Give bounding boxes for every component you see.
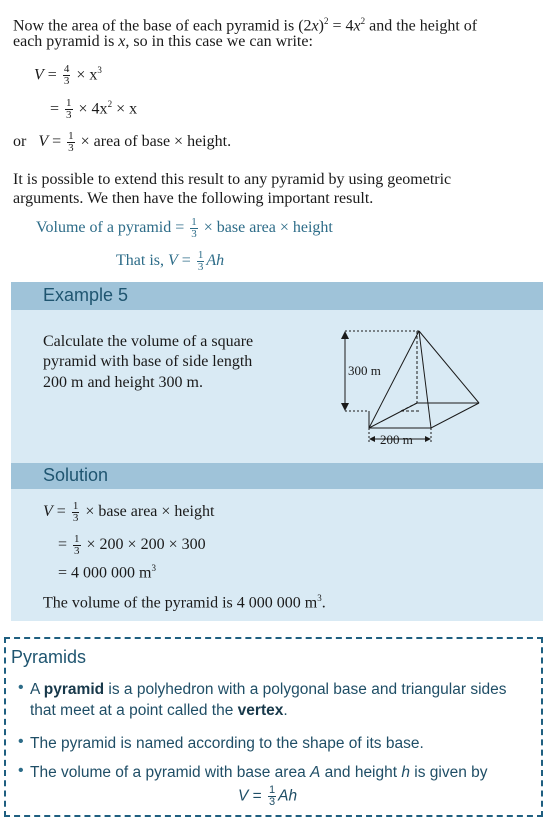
example-panel: [11, 310, 543, 463]
diagram-height-label: 300 m: [348, 363, 381, 378]
example-question-line-2: pyramid with base of side length: [43, 353, 253, 370]
fraction: $\frac{1}{3}$: [74, 533, 80, 557]
equation-2: = $\frac{1}{3}$ × $4x^2 \times x$: [50, 97, 138, 122]
fraction: $\frac{1}{3}$: [269, 784, 276, 808]
summary-formula: V = $\frac{1}{3}$ Ah: [238, 784, 298, 808]
intro-line-1: Now the area of the base of each pyramid is $(2x)^2 = 4x^2$ and the height of: [13, 16, 478, 35]
result-line-1: Volume of a pyramid = $\frac{1}{3}$ × base area × height: [36, 216, 333, 240]
solution-line-1: V = $\frac{1}{3}$ × base area × height: [43, 500, 215, 524]
example-title: Example 5: [43, 285, 129, 305]
summary-bullet-2: The pyramid is named according to the shape of its base.: [30, 735, 424, 752]
solution-conclusion: The volume of the pyramid is 4 000 000 $m^3$.: [43, 593, 326, 612]
solution-panel: [11, 489, 543, 621]
summary-bullet-1: A pyramid is a polyhedron with a polygonal base and triangular sides that meet at a point called the vertex.: [30, 681, 507, 719]
fraction: $\frac{1}{3}$: [191, 216, 197, 240]
summary-bullet-3: The volume of a pyramid with base area A and height h is given by: [30, 764, 488, 781]
pyramid-diagram: [331, 325, 501, 465]
fraction: $\frac{4}{3}$: [63, 63, 70, 88]
summary-box: [4, 637, 543, 817]
example-question-line-3: 200 m and height 300 m.: [43, 374, 203, 391]
example-question-line-1: Calculate the volume of a square: [43, 333, 254, 350]
fraction: $\frac{1}{3}$: [66, 97, 72, 122]
equation-1: V = $\frac{4}{3}$ × $x^3$: [34, 63, 102, 88]
bullet-2-marker: •: [18, 733, 24, 750]
solution-line-2: = $\frac{1}{3}$ × 200 × 200 × 300: [58, 533, 206, 557]
paragraph-2-line-1: It is possible to extend this result to any pyramid by using geometric: [13, 171, 452, 188]
fraction: $\frac{1}{3}$: [197, 249, 204, 273]
equation-3: or V = $\frac{1}{3}$ × area of base × height.: [13, 130, 232, 154]
example-header-bar: [11, 282, 543, 310]
bullet-1-marker: •: [18, 679, 24, 696]
solution-header-bar: [11, 463, 543, 489]
solution-line-3: = 4 000 000 $m^3$: [58, 563, 156, 582]
result-line-2: That is, V = $\frac{1}{3}$ Ah: [116, 249, 225, 273]
fraction: $\frac{1}{3}$: [68, 130, 74, 154]
paragraph-2-line-2: arguments. We then have the following important result.: [13, 190, 374, 207]
diagram-base-label: 200 m: [380, 432, 413, 447]
summary-title: Pyramids: [11, 647, 87, 667]
bullet-3-marker: •: [18, 762, 24, 779]
solution-title: Solution: [43, 465, 109, 485]
intro-line-2: each pyramid is x, so in this case we can write:: [13, 33, 313, 50]
fraction: $\frac{1}{3}$: [72, 500, 79, 524]
